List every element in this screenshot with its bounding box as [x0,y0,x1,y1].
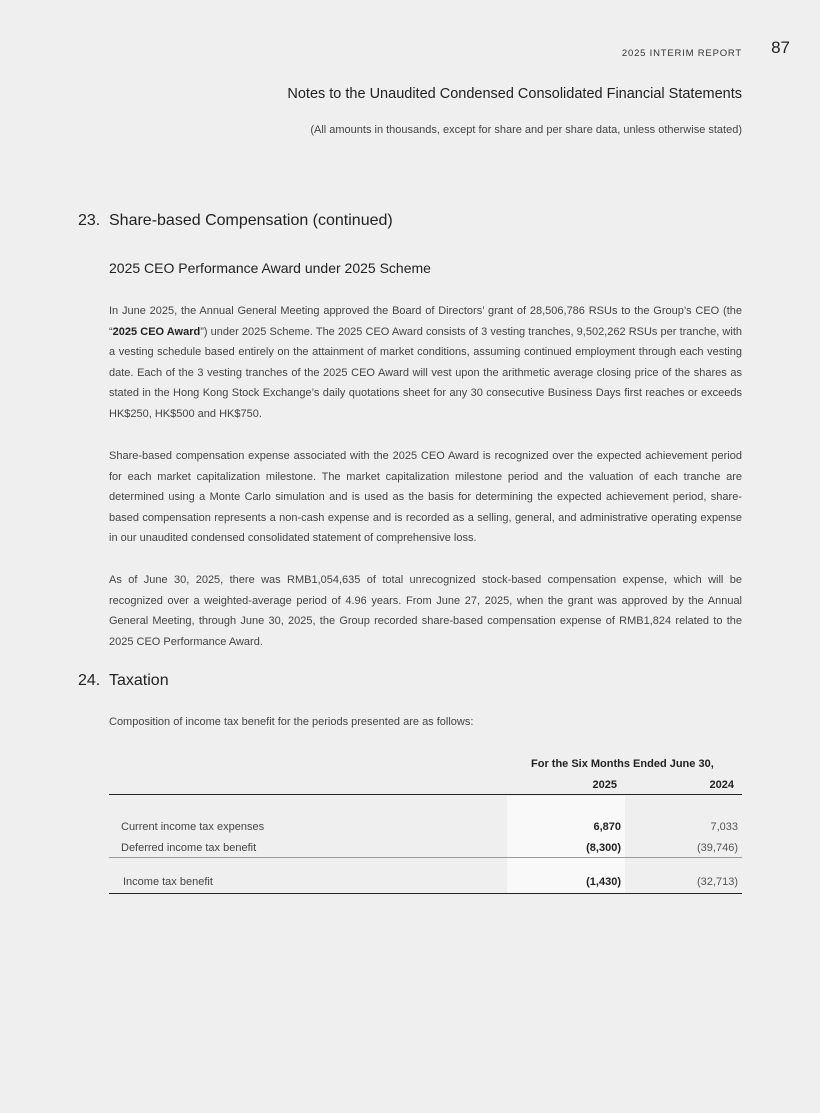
total-value-2025: (1,430) [586,876,621,888]
paragraph-award-grant-part1: In June 2025, the Annual General Meeting approved the Board of Directors’ grant of 28,506,786 RSUs to the Group’s CEO (the “ [109,305,742,338]
total-rule [109,893,742,894]
section-23-subtitle: 2025 CEO Performance Award under 2025 Scheme [109,260,431,276]
taxation-intro: Composition of income tax benefit for the periods presented are as follows: [109,716,474,728]
row-label: Deferred income tax benefit [121,842,257,854]
section-23-title: Share-based Compensation (continued) [109,212,393,229]
paragraph-award-grant [109,301,742,425]
section-23-heading [78,212,393,230]
section-24-heading [78,672,169,690]
report-label: 2025 INTERIM REPORT [621,48,742,59]
column-header-2024: 2024 [709,779,734,791]
paragraph-unrecognized-expense: As of June 30, 2025, there was RMB1,054,635 of total unrecognized stock-based compensation expense, which will be recognized over a weighted-average period of 4.96 years. From June 27, 2025, when the grant was approved by the Annual General Meeting, through June 30, 2025, the Group recorded share-based compensation expense of RMB1,824 related to the 2025 CEO Performance Award. [109,574,742,648]
paragraph-compensation-expense: Share-based compensation expense associated with the 2025 CEO Award is recognized over the expected achievement period for each market capitalization milestone. The market capitalization milestone period and the valuation of each tranche are determined using a Monte Carlo simulation and is used as the basis for determining the expected achievement period, share-based compensation represents a non-cash expense and is recorded as a selling, general, and administrative operating expense in our unaudited condensed consolidated statement of comprehensive loss. [109,450,742,545]
subtotal-rule [109,857,742,858]
page-number: 87 [771,38,790,57]
notes-subtitle: (All amounts in thousands, except for share and per share data, unless otherwise stated) [310,124,742,136]
section-24-title: Taxation [109,672,169,689]
row-label: Current income tax expenses [121,821,265,833]
section-23-number: 23. [78,212,101,229]
column-header-2025: 2025 [592,779,617,791]
row-value-2025: (8,300) [586,842,621,854]
total-label: Income tax benefit [123,876,213,888]
row-value-2024: (39,746) [697,842,738,854]
total-value-2024: (32,713) [697,876,738,888]
header-rule [109,794,742,795]
income-tax-table [109,756,742,896]
notes-title: Notes to the Unaudited Condensed Consolidated Financial Statements [287,86,742,102]
paragraph-award-grant-part2: ”) under 2025 Scheme. The 2025 CEO Award consists of 3 vesting tranches, 9,502,262 RSUs per tranche, with a vesting schedule based entirely on the attainment of market conditions, assuming continued employment through each vesting date. Each of the 3 vesting tranches of the 2025 CEO Award will vest upon the arithmetic average closing price of the shares as stated in the Hong Kong Stock Exchange’s daily quotations sheet for any 30 consecutive Business Days first reaches or exceeds HK$250, HK$500 and HK$750. [109,325,742,420]
row-value-2025: 6,870 [593,821,621,833]
section-24-number: 24. [78,672,101,689]
row-value-2024: 7,033 [710,821,738,833]
paragraph-award-grant-defined-term: 2025 CEO Award [112,325,201,338]
table-period-header: For the Six Months Ended June 30, [531,758,714,770]
